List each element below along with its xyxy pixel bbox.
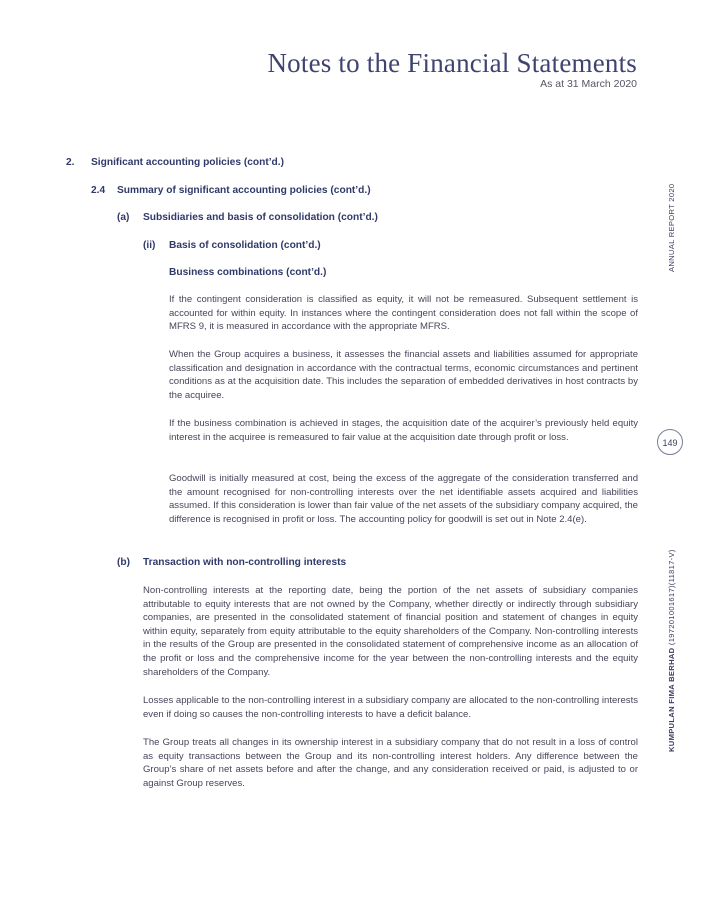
paragraph-ownership-changes: The Group treats all changes in its ownership interest in a subsidiary company that do not result in a loss of control as equity transactions between the Group and its non-controlling interest holders. Any difference between the Group’s share of net assets before and after the change, and any consideration received or paid, is adjusted to or against Group reserves. — [143, 737, 638, 789]
section-2-title: Significant accounting policies (cont’d.) — [91, 157, 285, 168]
section-b-number: (b) — [117, 557, 131, 568]
section-ii-title: Basis of consolidation (cont’d.) — [169, 240, 321, 251]
paragraph-nci-definition: Non-controlling interests at the reporting date, being the portion of the net assets of subsidiary companies attributable to equity interests that are not owned by the Company, whether directly or indirectly through subsidiary companies, are presented in the consolidated statement of financial position and statement of changes in equity within equity, separately from equity attributable to the equity shareholders of the Company. Non-controlling interests in the results of the Group are presented in the consolidated statement of comprehensive income as an allocation of the profit or loss and the comprehensive income for the year between the non-controlling interests and the equity shareholders of the Company. — [143, 585, 638, 678]
page-title: Notes to the Financial Statements — [267, 48, 637, 78]
section-2-4-title: Summary of significant accounting policies (cont’d.) — [117, 185, 371, 196]
company-sidebar — [667, 549, 676, 752]
company-registration: (197201001617)(11817-V) — [667, 549, 676, 646]
paragraph-acquisition-assessment: When the Group acquires a business, it assesses the financial assets and liabilities assumed for appropriate classification and designation in accordance with the contractual terms, economic circumstances and pertinent conditions as at the acquisition date. This includes the separation of embedded derivatives in host contracts by the acquiree. — [169, 349, 638, 401]
annual-report-label: ANNUAL REPORT 2020 — [667, 183, 676, 272]
paragraph-stages: If the business combination is achieved in stages, the acquisition date of the acquirer’s previously held equity interest in the acquiree is remeasured to fair value at the acquisition date through profit or loss. — [169, 418, 638, 443]
section-a-number: (a) — [117, 212, 130, 223]
company-name: KUMPULAN FIMA BERHAD — [667, 647, 676, 752]
business-combinations-heading: Business combinations (cont’d.) — [169, 267, 327, 278]
page-subtitle: As at 31 March 2020 — [540, 78, 637, 90]
section-2-number: 2. — [66, 157, 75, 168]
section-b-title: Transaction with non-controlling interests — [143, 557, 347, 568]
paragraph-contingent-consideration: If the contingent consideration is classified as equity, it will not be remeasured. Subsequent settlement is accounted for within equity. In instances where the contingent consideration does not fall within the scope of MFRS 9, it is measured in accordance with the appropriate MFRS. — [169, 294, 638, 333]
section-ii-number: (ii) — [143, 240, 156, 251]
section-a-title: Subsidiaries and basis of consolidation (cont’d.) — [143, 212, 378, 223]
page-number: 149 — [657, 429, 683, 455]
paragraph-nci-losses: Losses applicable to the non-controlling interest in a subsidiary company are allocated to the non-controlling interests even if doing so causes the non-controlling interests to have a deficit balance. — [143, 695, 638, 720]
paragraph-goodwill: Goodwill is initially measured at cost, being the excess of the aggregate of the consideration transferred and the amount recognised for non-controlling interests over the net identifiable assets acquired and liabilities assumed. If this consideration is lower than fair value of the net assets of the subsidiary company acquired, the difference is recognised in profit or loss. The accounting policy for goodwill is set out in Note 2.4(e). — [169, 473, 638, 525]
section-2-4-number: 2.4 — [91, 185, 106, 196]
